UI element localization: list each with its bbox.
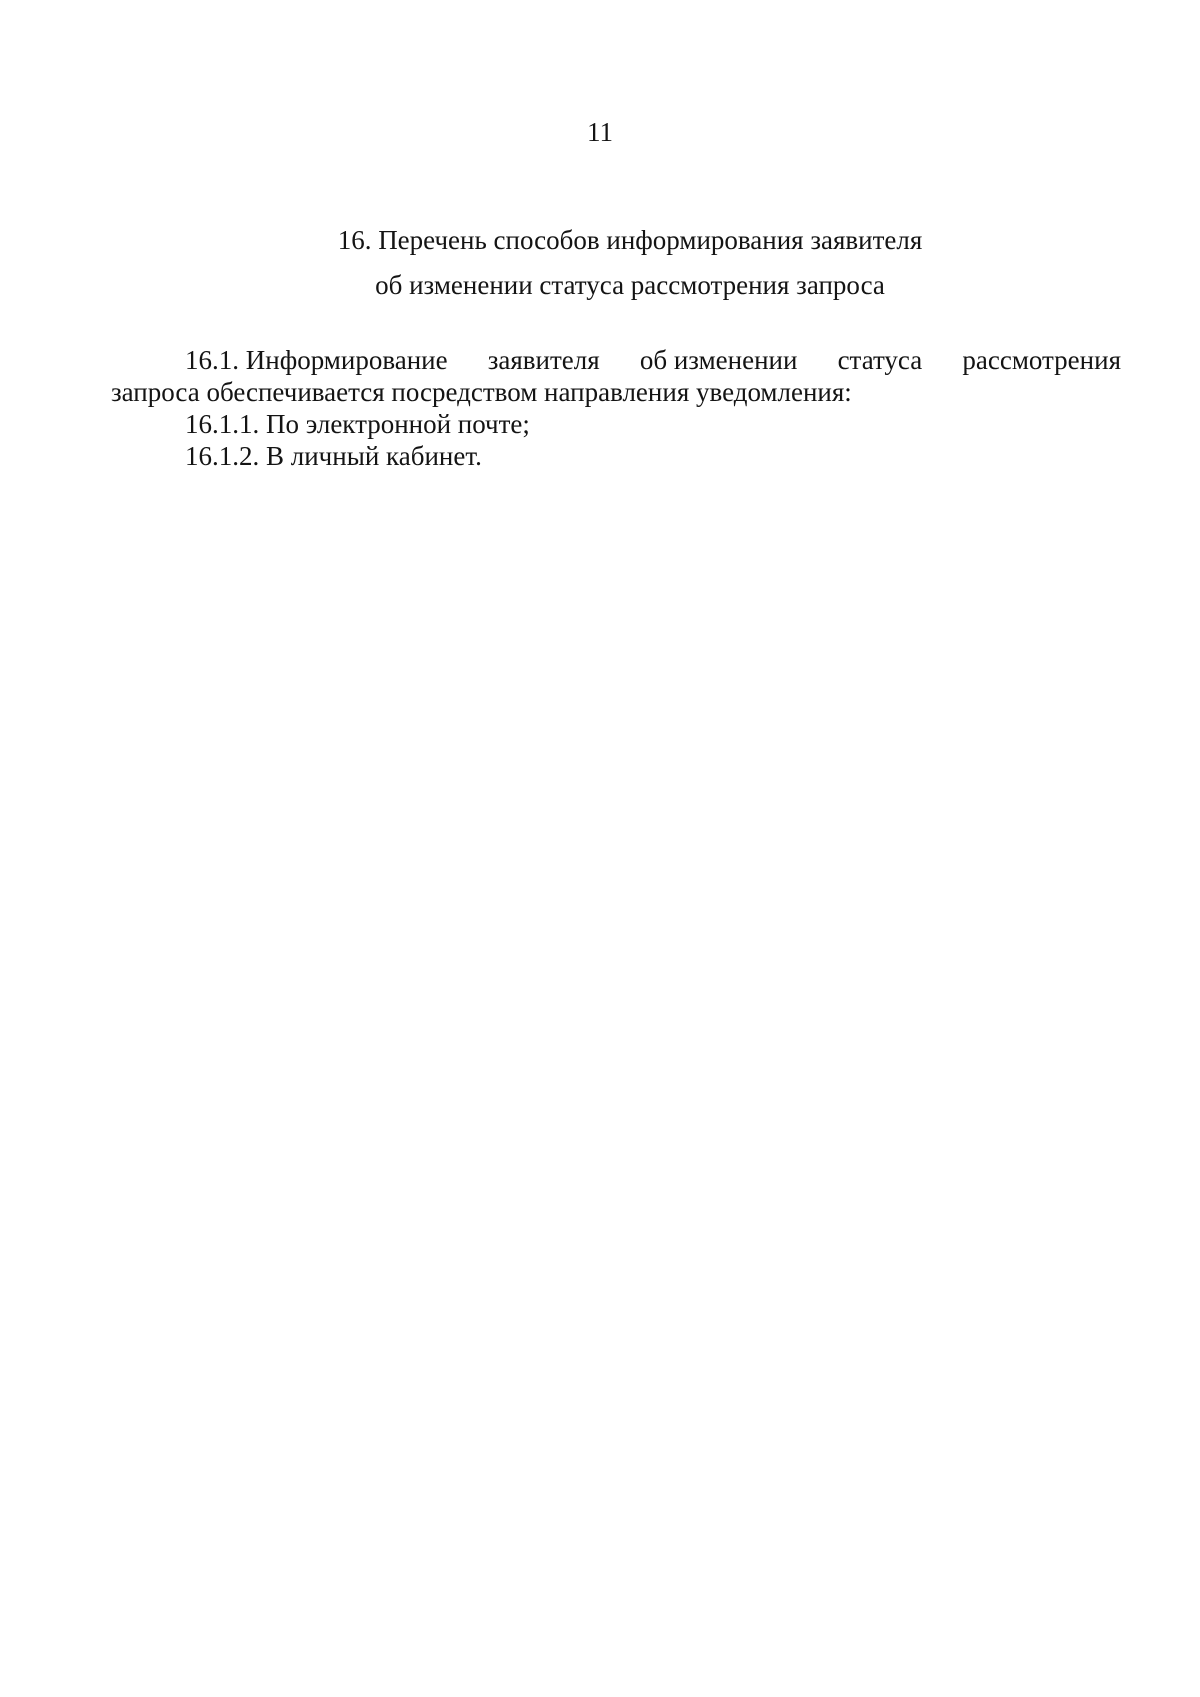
paragraph-16-1-1: 16.1.1. По электронной почте; — [185, 409, 530, 439]
paragraph-word: заявителя — [487, 345, 600, 375]
section-body — [111, 344, 1121, 472]
paragraph-word: рассмотрения — [962, 345, 1121, 375]
section-heading-line-1: 16. Перечень способов информирования заявителя — [337, 225, 923, 255]
section-heading — [180, 218, 1080, 308]
page-number: 11 — [587, 117, 613, 147]
paragraph-16-1-2: 16.1.2. В личный кабинет. — [185, 441, 482, 471]
paragraph-word: об изменении — [639, 345, 798, 375]
paragraph-word: 16.1. Информирование — [185, 345, 448, 375]
section-heading-line-2: об изменении статуса рассмотрения запроса — [375, 270, 885, 300]
paragraph-16-1-line-1 — [111, 344, 1121, 376]
paragraph-word: статуса — [837, 345, 923, 375]
paragraph-16-1-line-2: запроса обеспечивается посредством направления уведомления: — [111, 377, 852, 407]
